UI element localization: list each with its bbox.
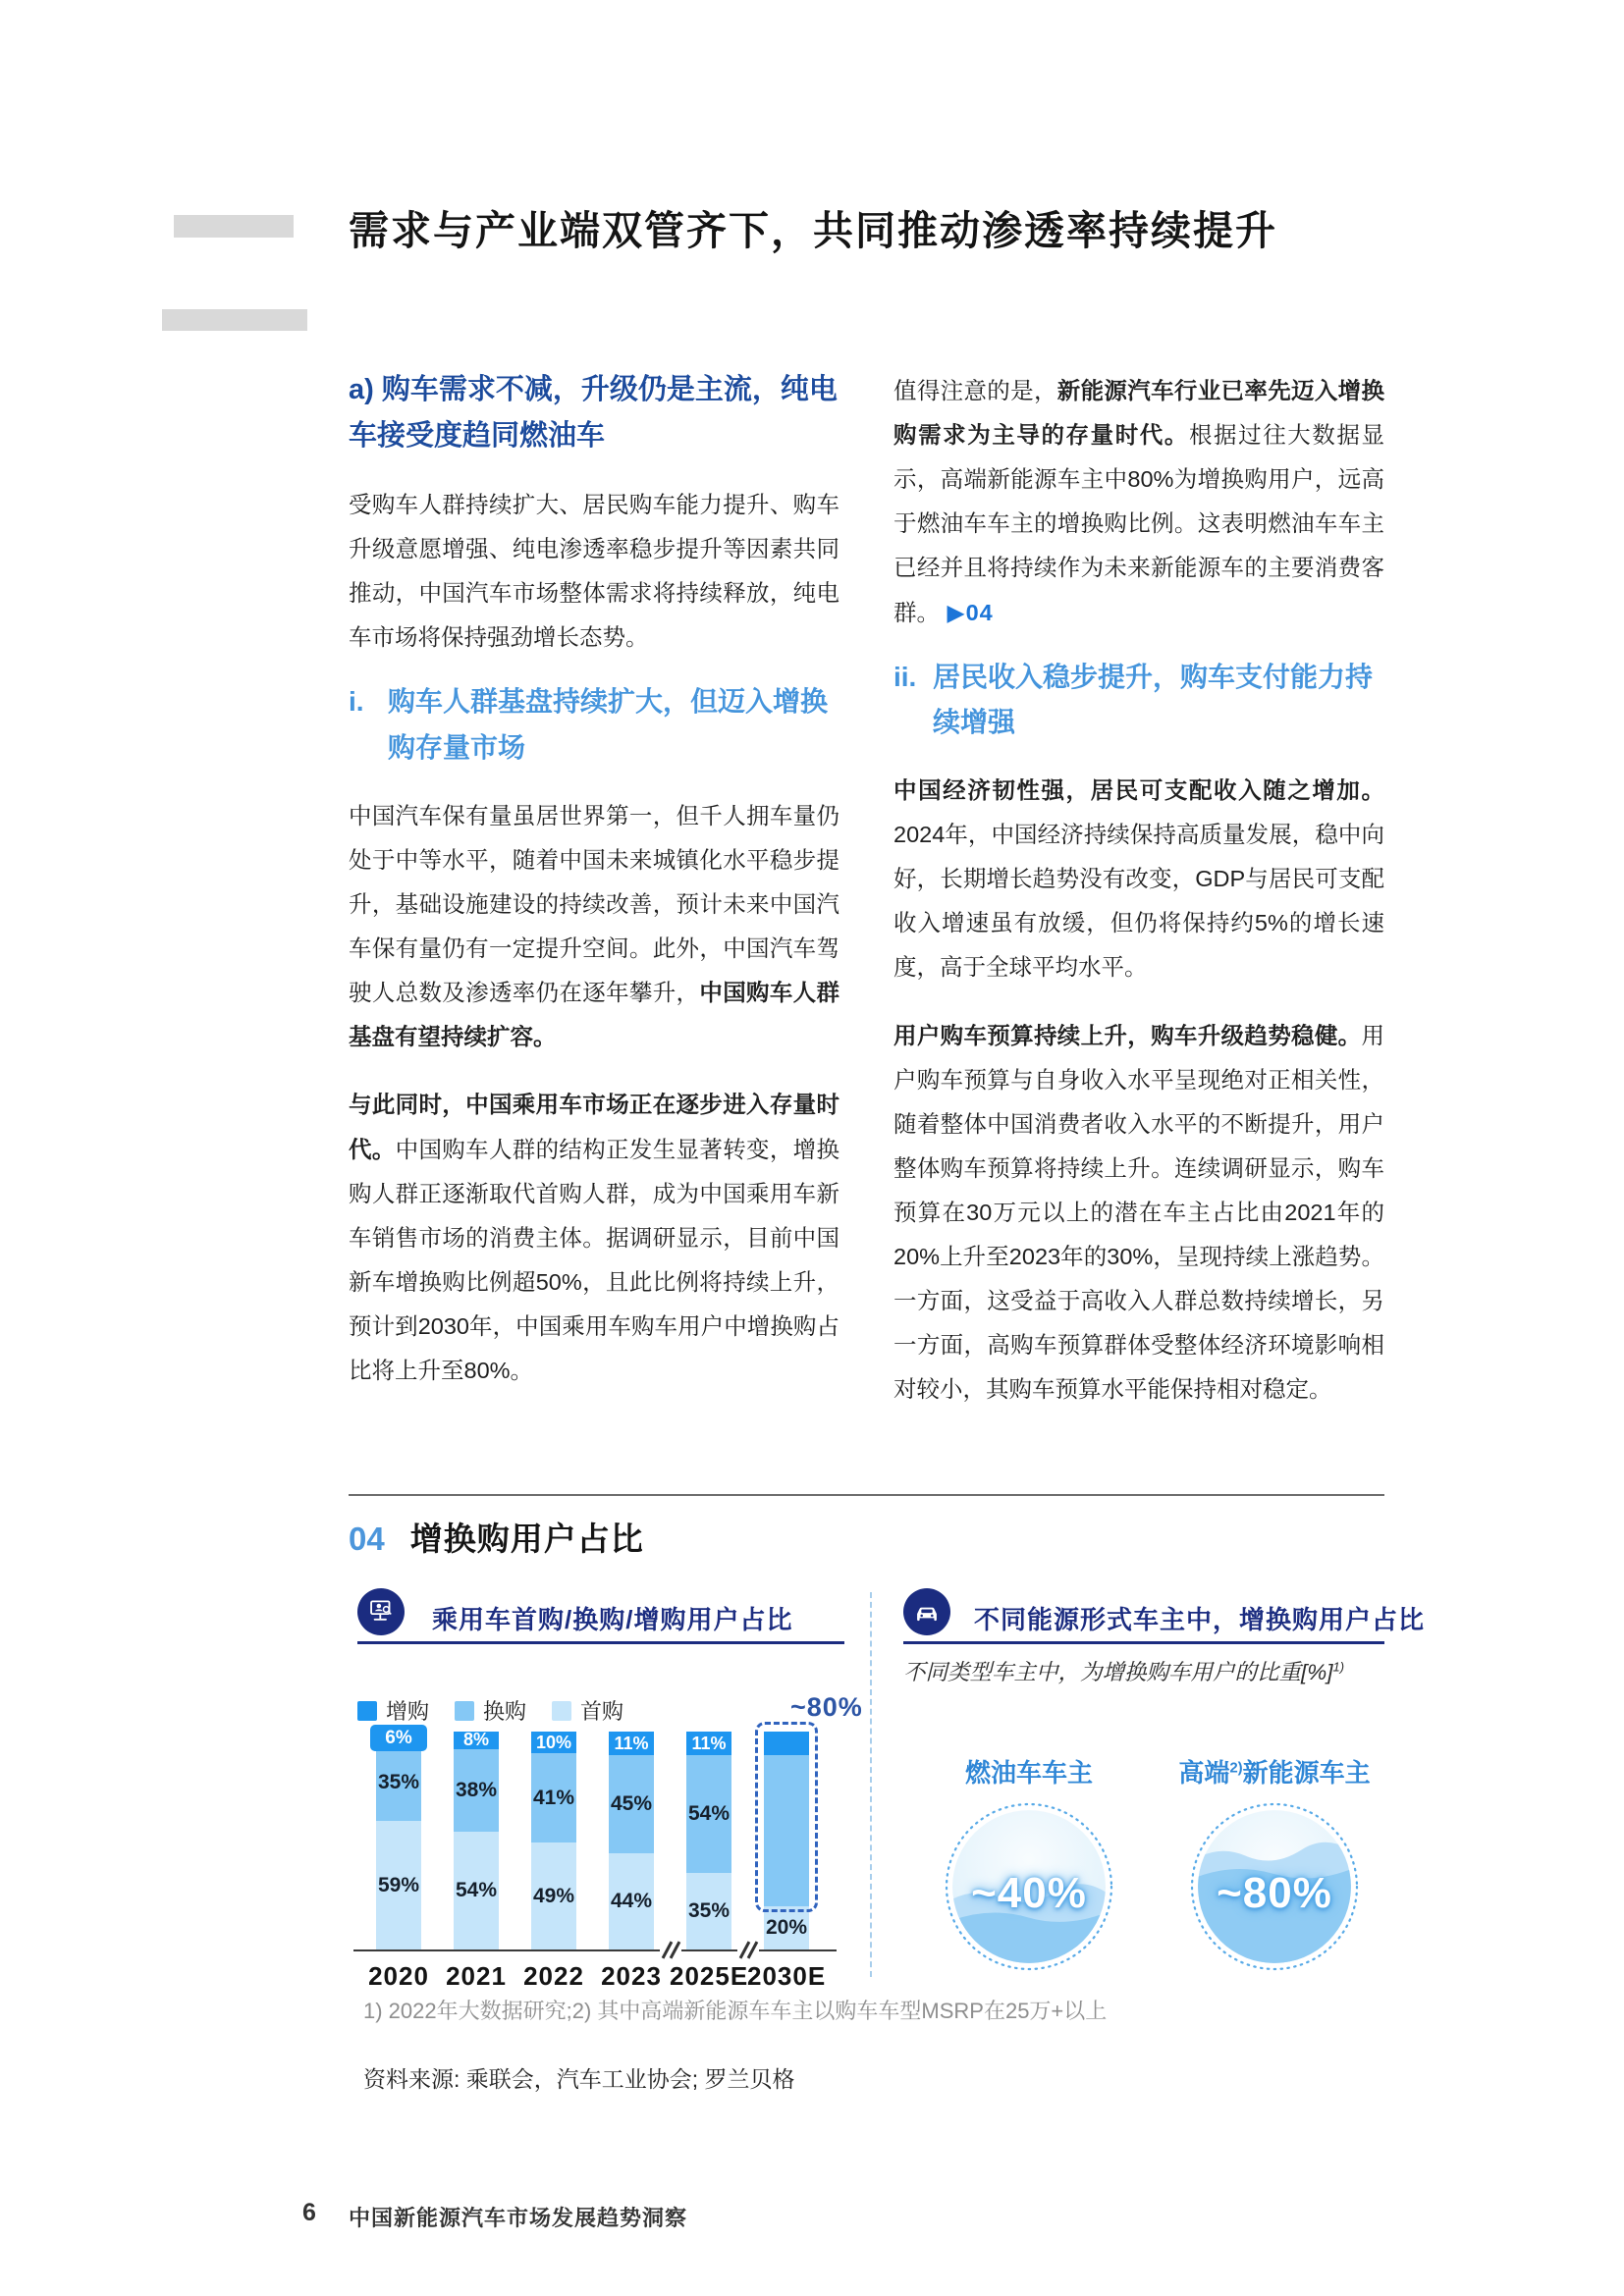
right-chart-icon-badge — [903, 1588, 950, 1635]
heading-ii-marker: ii. — [893, 661, 917, 692]
paragraph-left-2 — [349, 794, 839, 1060]
heading-ii-text: 居民收入稳步提升，购车支付能力持续增强 — [933, 661, 1374, 737]
right-column — [893, 332, 1384, 1413]
text-run: 中国购车人群的结构正发生显著转变，增换购人群正逐渐取代首购人群，成为中国乘用车新车销售市场的消费主体。据调研显示，目前中国新车增换购比例超50%，且此比例将持续上升，预计到2030年，中国乘用车购车用户中增换购占比将上升至80%。 — [349, 1136, 840, 1384]
paragraph-right-1 — [893, 369, 1384, 635]
kpi-label-nev-text: 高端 — [1178, 1758, 1230, 1788]
decor-gray-bar-top — [174, 215, 294, 238]
heading-i — [349, 679, 839, 770]
kpi-circle-fuel — [945, 1802, 1113, 1971]
axis-break-mark — [660, 1943, 681, 1958]
kpi-circle-nev — [1190, 1802, 1359, 1971]
highlight-dashed-box — [755, 1722, 818, 1912]
text-run: 用户购车预算与自身收入水平呈现绝对正相关性，随着整体中国消费者收入水平的不断提升，用户整体购车预算将持续上升。连续调研显示，购车预算在30万元以上的潜在车主占比由2021年的20%上升至2023年的30%，呈现持续上涨趋势。一方面，这受益于高收入人群总数持续增长，另一方面，高购车预算群体受整体经济环境影响相对较小，其购车预算水平能保持相对稳定。 — [893, 1022, 1384, 1403]
bar-value-label: 20% — [765, 1915, 808, 1939]
kpi-value-nev: ~80% — [1217, 1869, 1332, 1917]
text-run: 中国购车人群基盘有望持续扩容。 — [349, 980, 839, 1050]
right-chart-subtitle — [903, 1655, 1344, 1686]
x-axis-label: 2030E — [747, 1961, 827, 1991]
text-run: 与此同时，中国乘用车市场正在逐步进入存量时代。 — [349, 1092, 839, 1162]
figure-footnote: 1) 2022年大数据研究;2) 其中高端新能源车车主以购车车型MSRP在25万+以上 — [363, 1999, 1108, 2023]
bar-value-label: 54% — [687, 1802, 731, 1826]
heading-i-text: 购车人群基盘持续扩大，但迈入增换购存量市场 — [388, 686, 829, 763]
bar-value-label: 10% — [535, 1733, 572, 1752]
left-column — [349, 332, 839, 1413]
left-chart-icon-badge — [357, 1588, 405, 1635]
stacked-bar-chart — [349, 1667, 863, 2005]
text-run: 中国汽车保有量虽居世界第一，但千人拥车量仍处于中等水平，随着中国未来城镇化水平稳步提升，基础设施建设的持续改善，预计未来中国汽车保有量仍有一定提升空间。此外，中国汽车驾驶人总数及渗透率仍在逐年攀升， — [349, 802, 839, 1006]
bar-value-label: 41% — [532, 1786, 575, 1809]
x-axis-label: 2025E — [670, 1961, 749, 1991]
figure-section-rule — [349, 1494, 1384, 1496]
left-chart-title-underline — [357, 1641, 844, 1644]
body-columns — [349, 332, 1384, 1413]
car-icon — [910, 1595, 944, 1629]
heading-a: a) 购车需求不减，升级仍是主流，纯电车接受度趋同燃油车 — [349, 374, 838, 452]
text-run: 中国经济韧性强，居民可支配收入随之增加。 — [893, 777, 1384, 804]
decor-gray-bar-bottom — [162, 309, 307, 331]
computer-research-icon — [364, 1595, 398, 1629]
text-run: 受购车人群持续扩大、居民购车能力提升、购车升级意愿增强、纯电渗透率稳步提升等因素共同推动，中国汽车市场整体需求将持续释放，纯电车市场将保持强劲增长态势。 — [349, 491, 839, 651]
left-chart-title: 乘用车首购/换购/增购用户占比 — [432, 1605, 793, 1634]
paragraph-right-2 — [893, 769, 1384, 990]
bar-value-label: 44% — [610, 1890, 653, 1913]
text-run: 用户购车预算持续上升，购车升级趋势稳健。 — [893, 1022, 1362, 1048]
text-run: ▶04 — [940, 599, 994, 625]
highlight-value-label: ~80% — [790, 1692, 863, 1722]
axis-break-mark — [737, 1943, 759, 1958]
paragraph-left-1 — [349, 483, 839, 660]
bar-value-label: 8% — [462, 1730, 489, 1749]
text-run: 2024年，中国经济持续保持高质量发展，稳中向好，长期增长趋势没有改变，GDP与居民可支配收入增速虽有放缓，但仍将保持约5%的增长速度，高于全球平均水平。 — [893, 822, 1384, 981]
kpi-value-fuel: ~40% — [971, 1869, 1087, 1917]
page-title: 需求与产业端双管齐下，共同推动渗透率持续提升 — [349, 208, 1277, 253]
bar-value-label: 59% — [377, 1873, 420, 1896]
heading-i-marker: i. — [349, 686, 364, 718]
text-run: 根据过往大数据显示，高端新能源车主中80%为增换购用户，远高于燃油车车主的增换购比例。这表明燃油车车主已经并且将持续作为未来新能源车的主要消费客群。 — [893, 422, 1385, 625]
kpi-label-fuel — [901, 1753, 1157, 1789]
text-run: 值得注意的是， — [893, 378, 1057, 403]
legend-label: 增购 — [386, 1699, 430, 1724]
legend-label: 换购 — [483, 1699, 527, 1724]
kpi-label-nev-post: 新能源车主 — [1242, 1758, 1371, 1788]
figure-title: 增换购用户占比 — [409, 1521, 644, 1557]
bar-value-label: 35% — [687, 1899, 731, 1923]
figure-number: 04 — [349, 1521, 385, 1557]
footnote-ref-1: 1) — [1332, 1659, 1345, 1675]
footnote-ref-2: 2) — [1229, 1759, 1243, 1777]
right-chart-title-underline — [903, 1641, 1384, 1644]
text-run: 新能源汽车行业已率先迈入增换购需求为主导的存量时代。 — [893, 378, 1385, 449]
right-chart-title: 不同能源形式车主中，增换购用户占比 — [974, 1605, 1426, 1634]
bar-value-label: 11% — [691, 1734, 727, 1753]
bar-value-label: 54% — [455, 1879, 498, 1902]
figure-source: 资料来源: 乘联会，汽车工业协会; 罗兰贝格 — [363, 2066, 795, 2092]
x-axis-label: 2023 — [601, 1961, 662, 1991]
legend-label: 首购 — [580, 1699, 624, 1724]
kpi-label-fuel-text: 燃油车车主 — [964, 1758, 1093, 1788]
bar-value-label: 35% — [377, 1771, 420, 1794]
right-chart-subtitle-text: 不同类型车主中，为增换购车用户的比重[%] — [903, 1660, 1333, 1684]
bar-value-label: 45% — [610, 1792, 653, 1816]
page-number: 6 — [302, 2199, 316, 2226]
paragraph-left-3 — [349, 1083, 839, 1393]
footer-report-title: 中国新能源汽车市场发展趋势洞察 — [349, 2206, 688, 2230]
paragraph-right-3 — [893, 1014, 1384, 1413]
figure-header — [349, 1514, 644, 1560]
bar-value-label: 11% — [614, 1734, 649, 1753]
heading-ii — [893, 655, 1384, 745]
bar-value-tag: 6% — [370, 1725, 427, 1751]
x-axis-label: 2020 — [368, 1961, 429, 1991]
panel-divider-dashed — [870, 1592, 872, 1977]
x-axis-label: 2021 — [446, 1961, 507, 1991]
x-axis-label: 2022 — [523, 1961, 584, 1991]
x-axis-line — [353, 1949, 837, 1951]
bar-value-label: 38% — [455, 1778, 498, 1801]
bar-value-label: 49% — [532, 1884, 575, 1907]
kpi-label-nev — [1147, 1753, 1402, 1789]
